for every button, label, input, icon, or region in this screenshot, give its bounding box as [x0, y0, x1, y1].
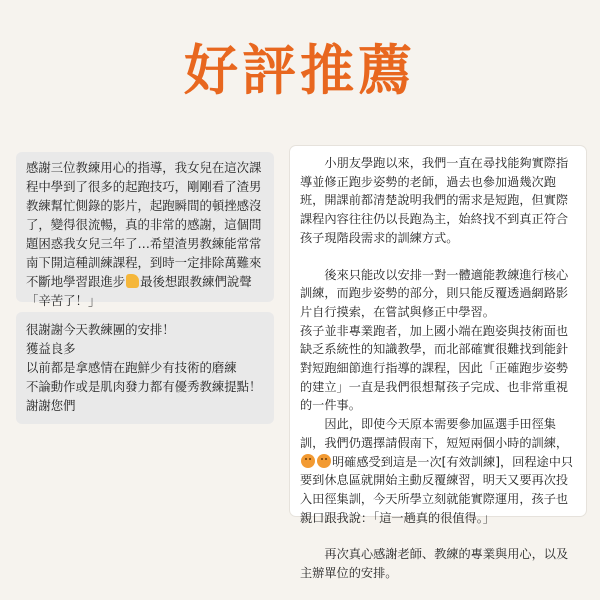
- review-line: 謝謝您們: [26, 398, 76, 413]
- review-text: 感謝三位教練用心的指導，我女兒在這次課程中學到了很多的起跑技巧，剛剛看了渣男教練幫忙側錄的影片，起跑瞬間的頓挫感沒了，變得很流暢，真的非常的感謝，這個問題困惑我女兒三年了…希望渣男教練能常常南下開這種訓練課程，到時一定排除萬難來不斷地學習跟進步: [26, 160, 262, 289]
- review-card-1: [16, 152, 274, 308]
- review-line: 獲益良多: [26, 341, 76, 356]
- review-paragraph-5: 再次真心感謝老師、教練的專業與用心，以及主辦單位的安排。: [300, 547, 569, 581]
- review-line: 以前都是拿感情在跑鮮少有技術的磨練: [26, 360, 237, 375]
- page-title: 好評推薦: [184, 39, 416, 102]
- smiling-face-icon: [301, 454, 315, 468]
- review-paragraph-4: 因此，即使今天原本需要參加區選手田徑集訓，我們仍選擇請假南下，短短兩個小時的訓練，: [300, 417, 569, 450]
- smiling-face-icon: [317, 454, 331, 468]
- review-paragraph-2: 後來只能改以安排一對一體適能教練進行核心訓練，而跑步姿勢的部分，則只能反覆透過網路影片自行摸索，在嘗試與修正中學習。: [300, 267, 569, 319]
- review-line: 很謝謝今天教練團的安排！: [26, 322, 175, 337]
- review-text-end: 最後想跟教練們說聲「辛苦了！」: [26, 274, 252, 308]
- review-paragraph-4-end: 明確感受到這是一次[有效訓練]，回程途中只要到休息區就開始主動反覆練習，明天又要再次投入田徑集訓，今天所學立刻就能實際運用，孩子也親口跟我說：「這一趟真的很值得。」: [300, 454, 574, 525]
- review-paragraph-3: 孩子並非專業跑者，加上國小端在跑姿與技術面也缺乏系統性的知識教學，而北部確實很難找到能針對短跑細節進行指導的課程，因此「正確跑步姿勢的建立」一直是我們很想幫孩子完成、也非常重視的一件事。: [300, 323, 569, 413]
- thumbs-up-icon: [126, 274, 139, 288]
- review-card-2: [16, 312, 274, 424]
- review-card-3: [290, 146, 586, 581]
- review-line: 不論動作或是肌肉發力都有優秀教練提點！: [26, 379, 262, 394]
- review-paragraph-1: 小朋友學跑以來，我們一直在尋找能夠實際指導並修正跑步姿勢的老師，過去也參加過幾次跑班，開課前都清楚說明我們的需求是短跑，但實際課程內容往往仍以長跑為主，始終找不到真正符合孩子現階段需求的訓練方式。: [300, 156, 569, 245]
